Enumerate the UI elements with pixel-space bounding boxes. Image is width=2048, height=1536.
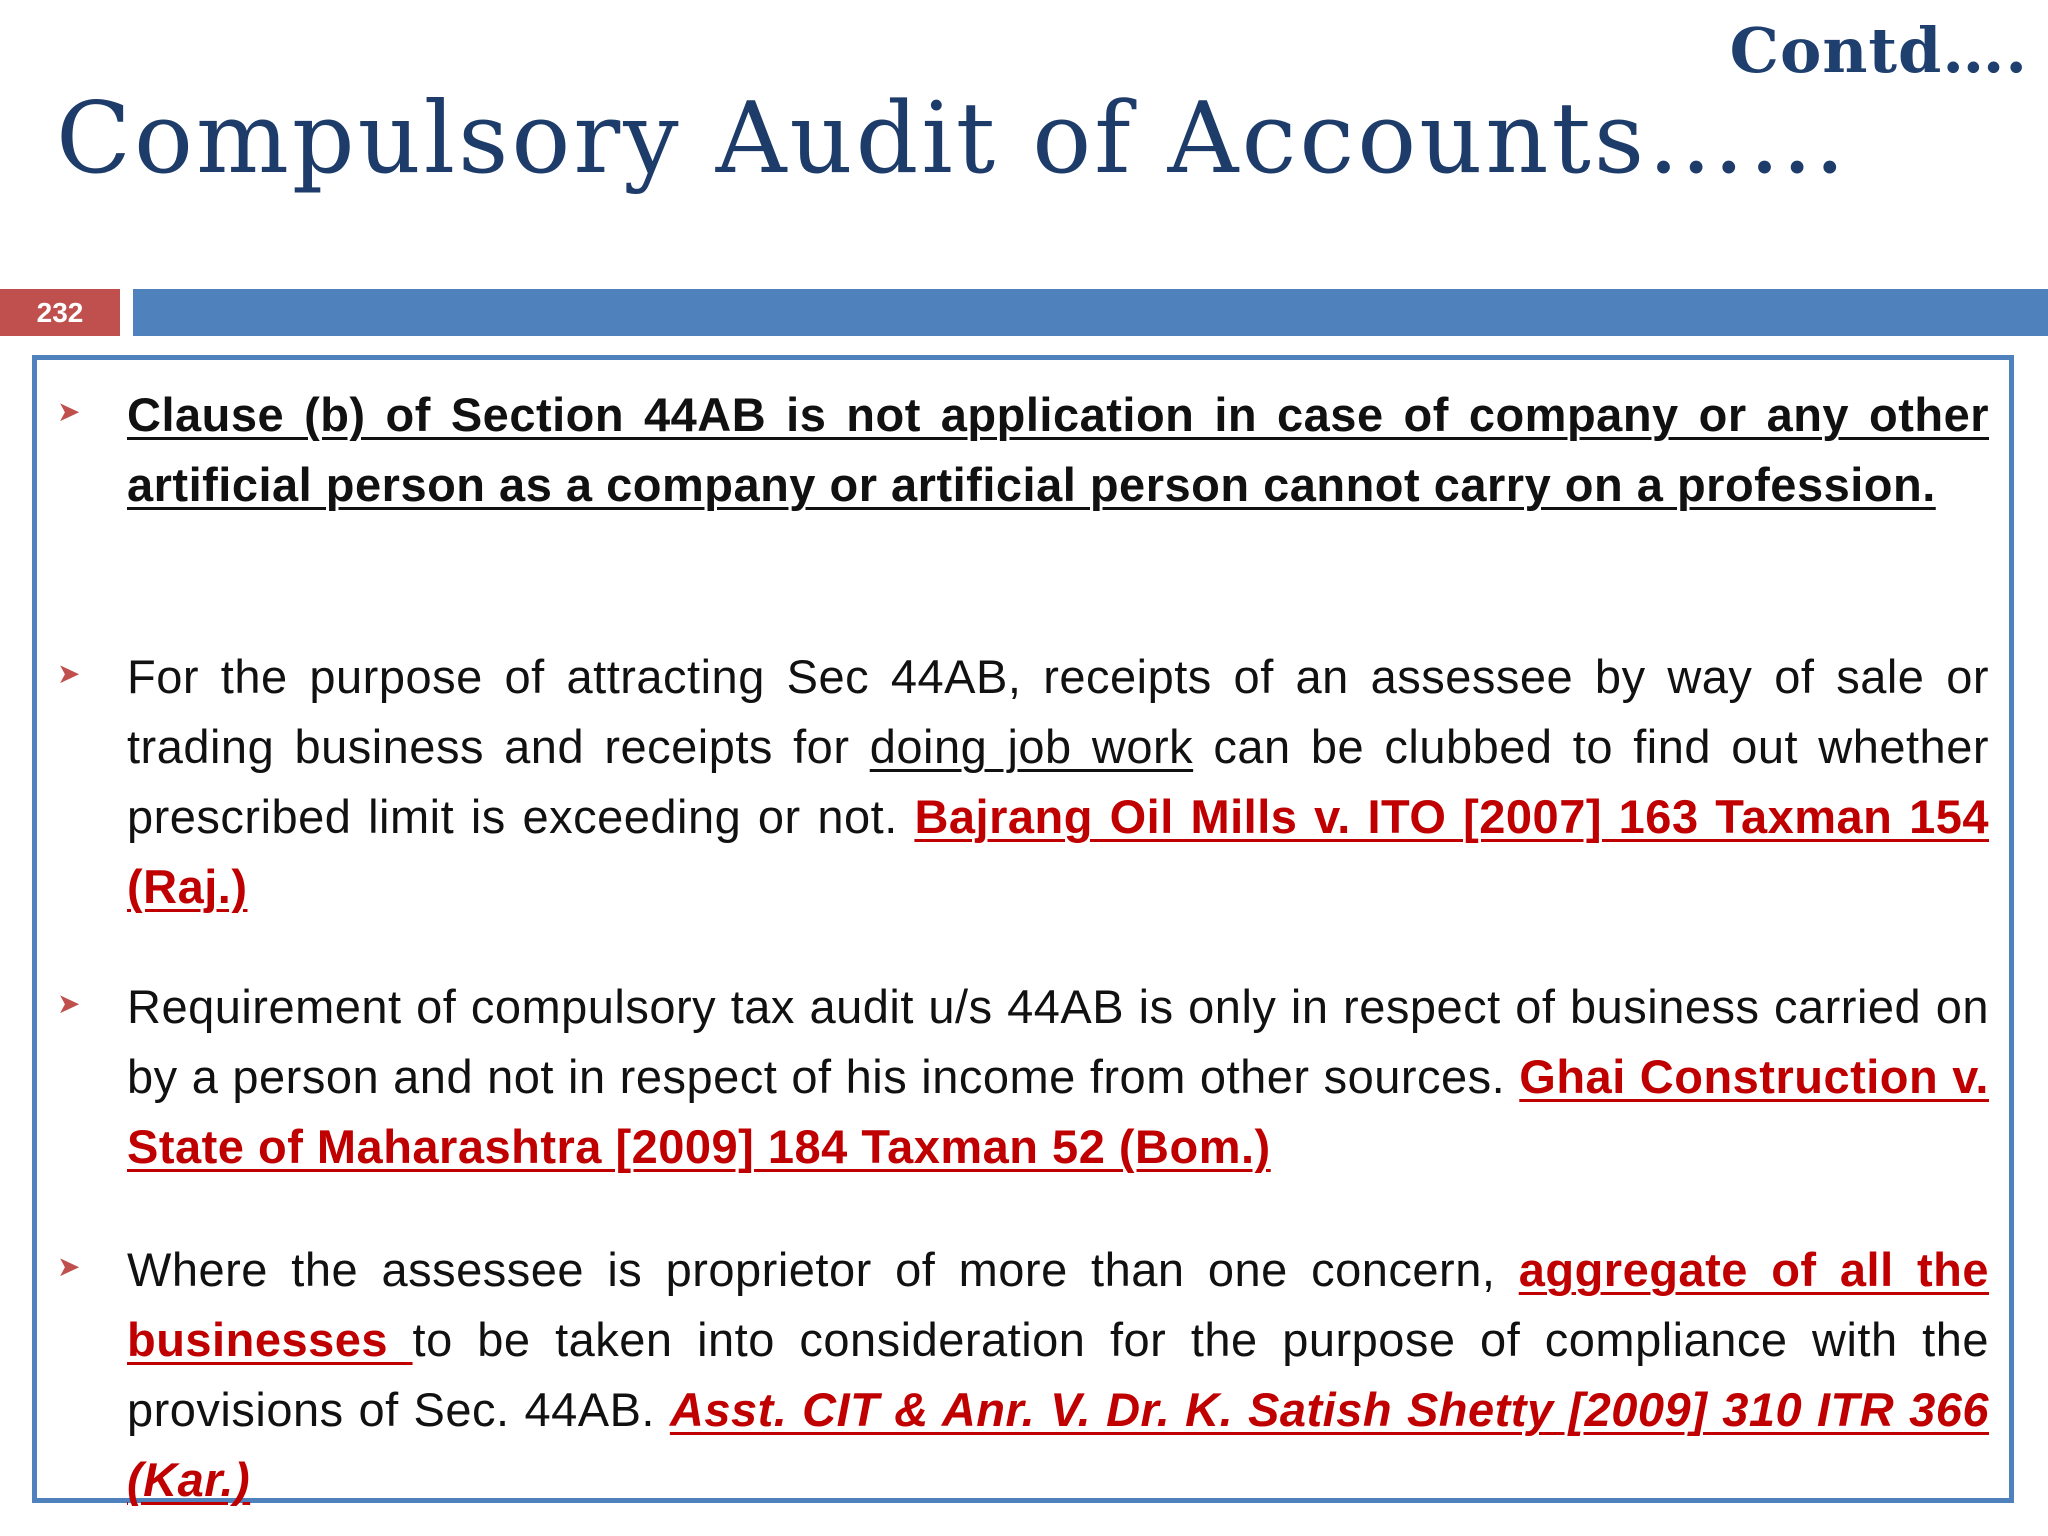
bullet-text-part: can be clubbed to find out whether prescribed limit is exceeding or not. — [127, 720, 1989, 843]
bullet-text-part: Where the assessee is proprietor of more than one concern, — [127, 1243, 1519, 1296]
bullet-text-part: to be taken into consideration for the purpose of compliance with the provisions of Sec. 44AB. — [127, 1313, 1989, 1436]
bullet-text — [127, 642, 1989, 922]
arrowhead-bullet-icon: ➤ — [57, 1250, 81, 1283]
arrowhead-bullet-icon: ➤ — [57, 987, 81, 1020]
case-citation: Bajrang Oil Mills v. ITO [2007] 163 Taxman 154 (Raj.) — [127, 790, 1989, 913]
bullet-text — [127, 1235, 1989, 1515]
bullet-text — [127, 380, 1989, 520]
arrowhead-bullet-icon: ➤ — [57, 657, 81, 690]
case-citation: Asst. CIT & Anr. V. Dr. K. Satish Shetty [2009] 310 ITR 366 (Kar.) — [127, 1383, 1989, 1506]
content-box — [32, 355, 2014, 1506]
bullet-text-part: For the purpose of attracting Sec 44AB, receipts of an assessee by way of sale or trading business and receipts for — [127, 650, 1989, 773]
bullet-text-bold: Clause (b) of Section 44AB is not application in case of company or any other artificial person as a company or artificial person cannot carry on a profession. — [127, 388, 1989, 511]
arrowhead-bullet-icon: ➤ — [57, 395, 81, 428]
bullet-text — [127, 972, 1989, 1182]
header-band — [133, 289, 2048, 336]
slide-title: Compulsory Audit of Accounts…… — [56, 82, 1850, 196]
case-citation: Ghai Construction v. State of Maharashtra [2009] 184 Taxman 52 (Bom.) — [127, 1050, 1989, 1173]
bullet-text-part: Requirement of compulsory tax audit u/s 44AB is only in respect of business carried on by a person and not in respect of his income from other sources. — [127, 980, 1989, 1103]
slide-number-badge: 232 — [0, 289, 120, 336]
contd-label: Contd…. — [1729, 14, 2028, 87]
highlighted-phrase: aggregate of all the businesses — [127, 1243, 1989, 1366]
underlined-phrase: doing job work — [869, 720, 1194, 773]
